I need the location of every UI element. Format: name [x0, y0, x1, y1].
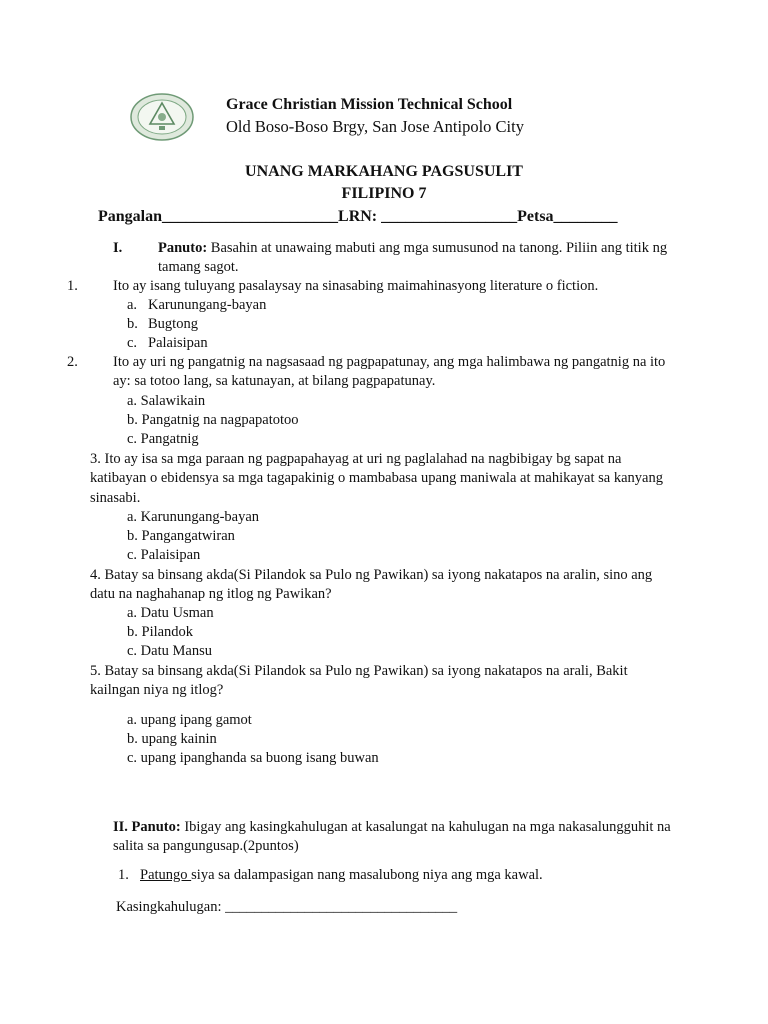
option-2a: a. Salawikain	[127, 393, 206, 409]
school-address: Old Boso-Boso Brgy, San Jose Antipolo City	[226, 117, 524, 136]
section-2-instruction	[113, 818, 683, 857]
exam-title: UNANG MARKAHANG PAGSUSULIT	[245, 163, 523, 180]
option-5b: b. upang kainin	[127, 731, 217, 747]
section-1-label: Panuto:	[158, 240, 208, 256]
option-4a: a. Datu Usman	[127, 605, 214, 621]
option-1a: a. Karunungang-bayan	[127, 297, 267, 313]
school-logo	[130, 93, 194, 141]
section-1-number: I.	[113, 240, 123, 256]
exam-subject: FILIPINO 7	[341, 185, 427, 202]
option-1b: b. Bugtong	[127, 316, 198, 332]
question-3: 3. Ito ay isa sa mga paraan ng pagpapahayag at uri ng paglalahad na nagbibigay bg sapat na katibayan o ebidensya sa mga tagapakinig o mambabasa upang maniwala at mahikayat sa kanyang sinasabi.	[90, 451, 663, 506]
section-2-text: Ibigay ang kasingkahulugan at kasalungat na kahulugan na mga nakasalungguhit na salita sa pangungusap.(2puntos)	[113, 819, 671, 855]
option-1c: c. Palaisipan	[127, 335, 208, 351]
option-3a: a. Karunungang-bayan	[127, 509, 260, 525]
question-number: 1.	[67, 278, 78, 294]
question-5: 5. Batay sa binsang akda(Si Pilandok sa Pulo ng Pawikan) sa iyong nakatapos na arali, Bakit kailngan niya ng itlog?	[90, 663, 628, 699]
school-name: Grace Christian Mission Technical School	[226, 96, 513, 113]
section-1-text: Basahin at unawaing mabuti ang mga sumusunod na tanong. Piliin ang titik ng tamang sagot.	[158, 240, 668, 276]
question-1	[67, 277, 690, 296]
question-text: Ito ay isang tuluyang pasalaysay na sinasabing maimahinasyong literature o fiction.	[113, 278, 599, 294]
question-4: 4. Batay sa binsang akda(Si Pilandok sa Pulo ng Pawikan) sa iyong nakatapos na aralin, sino ang datu na naghahanap ng itlog ng Pawikan?	[90, 567, 653, 603]
option-2b: b. Pangatnig na nagpapatotoo	[127, 412, 299, 428]
synonym-answer-line: Kasingkahulugan: ________________________________	[116, 899, 458, 915]
section-2-item-1	[118, 866, 543, 885]
option-3b: b. Pangangatwiran	[127, 528, 235, 544]
option-4b: b. Pilandok	[127, 624, 194, 640]
option-4c: c. Datu Mansu	[127, 643, 212, 659]
option-5c: c. upang ipanghanda sa buong isang buwan	[127, 750, 379, 766]
student-info-line: Pangalan______________________LRN: _________________Petsa________	[98, 208, 618, 225]
item-number: 1.	[118, 867, 129, 883]
section-1-instruction	[158, 239, 678, 278]
option-2c: c. Pangatnig	[127, 431, 199, 447]
option-3c: c. Palaisipan	[127, 547, 201, 563]
option-5a: a. upang ipang gamot	[127, 712, 252, 728]
item-sentence: siya sa dalampasigan nang masalubong niya ang mga kawal.	[191, 867, 543, 883]
underlined-word: Patungo	[140, 867, 192, 883]
question-number: 2.	[67, 354, 78, 370]
question-2	[67, 353, 670, 392]
question-text: Ito ay uri ng pangatnig na nagsasaad ng pagpapatunay, ang mga halimbawa ng pangatnig na ito ay: sa totoo lang, sa katunayan, at bilang pagpapatunay.	[113, 354, 666, 390]
section-2-label: II. Panuto:	[113, 819, 181, 835]
